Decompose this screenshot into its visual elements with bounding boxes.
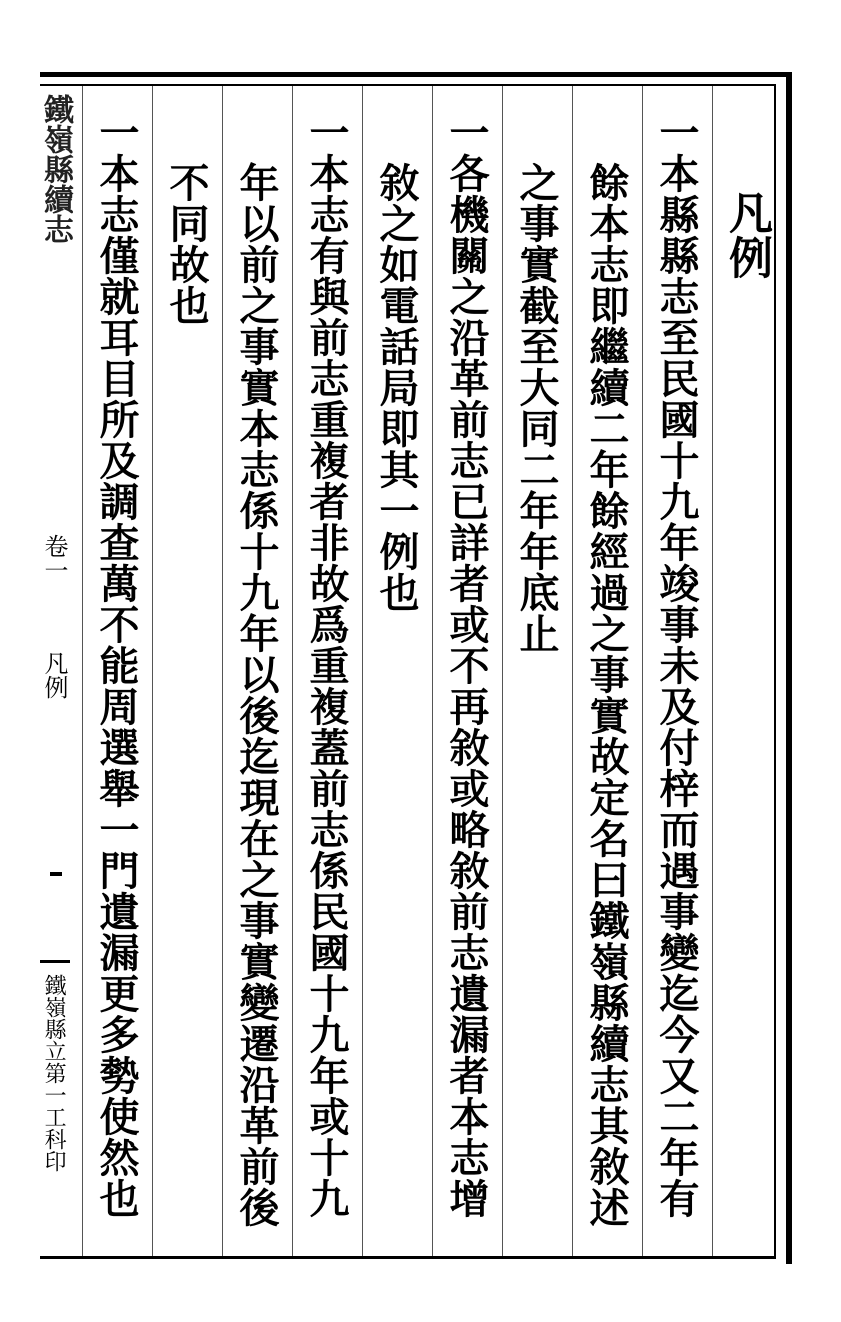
text-column-1: 一本縣縣志至民國十九年竣事未及付梓而遇事變迄今又二年有 — [653, 112, 700, 1219]
column-divider — [712, 86, 713, 1256]
border-inner-top — [40, 84, 776, 86]
column-divider — [222, 86, 223, 1256]
column-divider — [82, 86, 83, 1256]
column-divider — [642, 86, 643, 1256]
text-column-7: 年以前之事實本志係十九年以後迄現在之事實變遷沿革前後 — [233, 162, 280, 1228]
page-heading: 凡例 — [721, 190, 772, 280]
margin-rule — [40, 960, 70, 963]
column-divider — [292, 86, 293, 1256]
section-label: 凡例 — [40, 651, 68, 699]
text-column-8: 不同故也 — [163, 162, 210, 326]
book-title: 鐵嶺縣續志 — [38, 94, 73, 244]
text-column-3: 之事實截至大同二年年底止 — [513, 162, 560, 654]
column-divider — [572, 86, 573, 1256]
volume-label: 卷一 — [40, 534, 68, 582]
text-column-9: 一本志僅就耳目所及調查萬不能周選舉一門遺漏更多勢使然也 — [93, 112, 140, 1219]
border-top — [40, 72, 792, 77]
border-right-outer — [786, 72, 792, 1264]
column-divider — [502, 86, 503, 1256]
border-right-inner — [774, 84, 776, 1256]
printer-imprint: 鐵嶺縣立第一工科印 — [41, 974, 67, 1172]
fore-edge-margin — [40, 86, 74, 1256]
page-mark — [50, 872, 62, 876]
column-divider — [362, 86, 363, 1256]
column-divider — [152, 86, 153, 1256]
text-column-5: 敘之如電話局即其一例也 — [373, 162, 420, 613]
border-bottom — [40, 1256, 776, 1259]
column-divider — [432, 86, 433, 1256]
text-column-4: 一各機關之沿革前志已詳者或不再敘或略敘前志遺漏者本志增 — [443, 112, 490, 1219]
text-column-2: 餘本志即繼續二年餘經過之事實故定名曰鐵嶺縣續志其敘述 — [583, 162, 630, 1228]
text-column-6: 一本志有與前志重複者非故爲重複蓋前志係民國十九年或十九 — [303, 112, 350, 1219]
